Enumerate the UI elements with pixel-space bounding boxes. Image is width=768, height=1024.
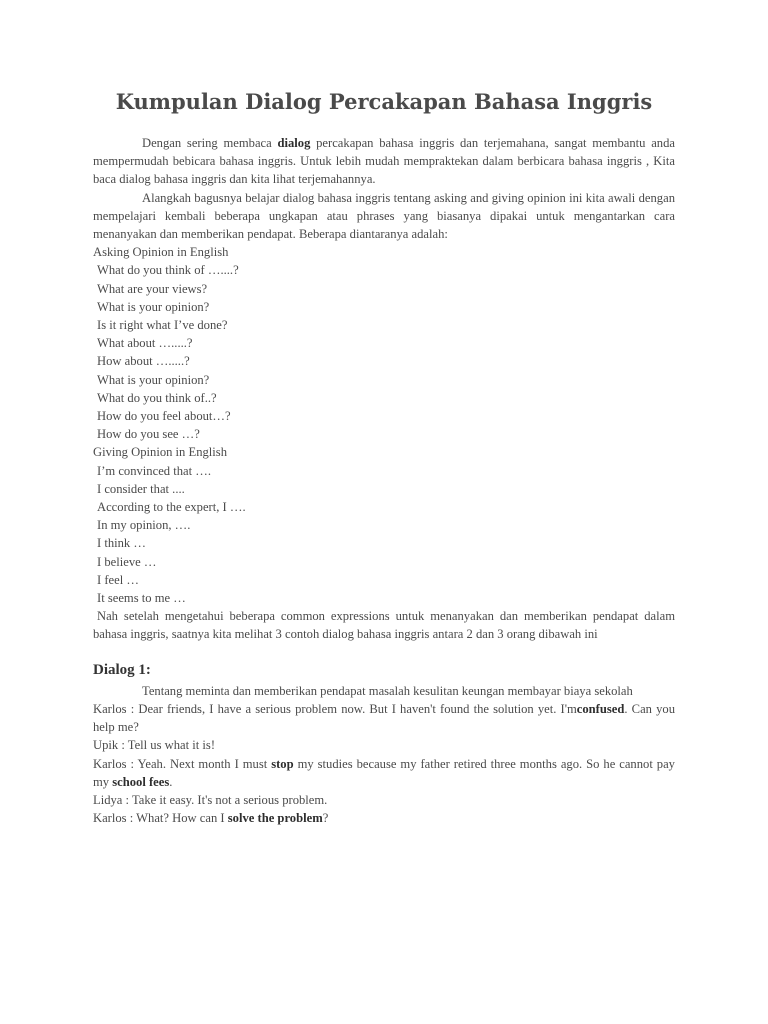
list-item: I consider that ....: [97, 481, 185, 496]
text-span: .: [169, 774, 173, 789]
asking-heading: Asking Opinion in English: [93, 245, 229, 260]
text-span: Karlos : What? How can I: [93, 811, 228, 826]
asking-list: [93, 261, 675, 443]
text-span: my studies because my father retired three months ago. So he cannot pay my: [93, 756, 675, 789]
text-span: . Can you help me?: [93, 701, 675, 735]
dialog-line: [93, 809, 675, 827]
list-item: I believe …: [97, 554, 157, 569]
dialog-line: Upik : Tell us what it is!: [93, 738, 216, 753]
list-item: How do you feel about…?: [97, 409, 231, 424]
bold-term: solve the problem: [227, 811, 323, 826]
list-item: What do you think of …....?: [97, 263, 239, 278]
intro-paragraph-2: Alangkah bagusnya belajar dialog bahasa inggris tentang asking and giving opinion ini kita awali dengan mempelajari kembali beberapa ungkapan atau phrases yang biasanya dipakai untuk mengantarkan cara menanyakan dan memberikan pendapat. Beberapa diantaranya adalah:: [93, 190, 675, 242]
dialog-1-title: Dialog 1:: [93, 661, 151, 678]
list-item: What about ….....?: [97, 336, 193, 351]
list-item: What is your opinion?: [97, 299, 210, 314]
list-item: I think …: [97, 536, 146, 551]
giving-list: [93, 462, 675, 608]
bold-term: school fees: [112, 774, 170, 789]
closing-paragraph: Nah setelah mengetahui beberapa common expressions untuk menanyakan dan memberikan pendapat dalam bahasa inggris, saatnya kita melihat 3 contoh dialog bahasa inggris antara 2 dan 3 orang dibawah ini: [93, 609, 675, 642]
text-span: Dengan sering membaca: [142, 136, 278, 150]
list-item: It seems to me …: [97, 591, 186, 606]
bold-term: dialog: [277, 136, 311, 150]
giving-heading: Giving Opinion in English: [93, 445, 227, 460]
dialog-line: [93, 755, 675, 791]
document-content: [93, 86, 675, 827]
text-span: Karlos : Dear friends, I have a serious problem now. But I haven't found the solution yet. I'm: [93, 701, 577, 716]
list-item: Is it right what I’ve done?: [97, 318, 228, 333]
text-span: ?: [322, 811, 329, 826]
bold-term: confused: [576, 701, 625, 716]
list-item: I feel …: [97, 572, 139, 587]
text-span: Karlos : Yeah. Next month I must: [93, 756, 272, 771]
page-title: Kumpulan Dialog Percakapan Bahasa Inggris: [115, 89, 653, 114]
list-item: According to the expert, I ….: [97, 500, 246, 515]
intro-paragraph-1: [93, 134, 675, 189]
text-span: percakapan bahasa inggris dan terjemahana, sangat membantu anda mempermudah bebicara bahasa inggris. Untuk lebih mudah mempraktekan dalam berbicara bahasa inggris , Kita baca dialog bahasa inggris dan kita lihat terjemahannya.: [93, 136, 675, 187]
list-item: What are your views?: [97, 281, 208, 296]
dialog-line: Lidya : Take it easy. It's not a serious problem.: [93, 792, 328, 807]
bold-term: stop: [271, 756, 294, 771]
dialog-line: [93, 700, 675, 736]
list-item: What is your opinion?: [97, 372, 210, 387]
list-item: How about ….....?: [97, 354, 190, 369]
dialog-1-intro: Tentang meminta dan memberikan pendapat masalah kesulitan keungan membayar biaya sekolah: [142, 683, 633, 698]
list-item: How do you see …?: [97, 427, 200, 442]
list-item: What do you think of..?: [97, 390, 217, 405]
list-item: In my opinion, ….: [97, 518, 191, 533]
list-item: I’m convinced that ….: [97, 463, 212, 478]
